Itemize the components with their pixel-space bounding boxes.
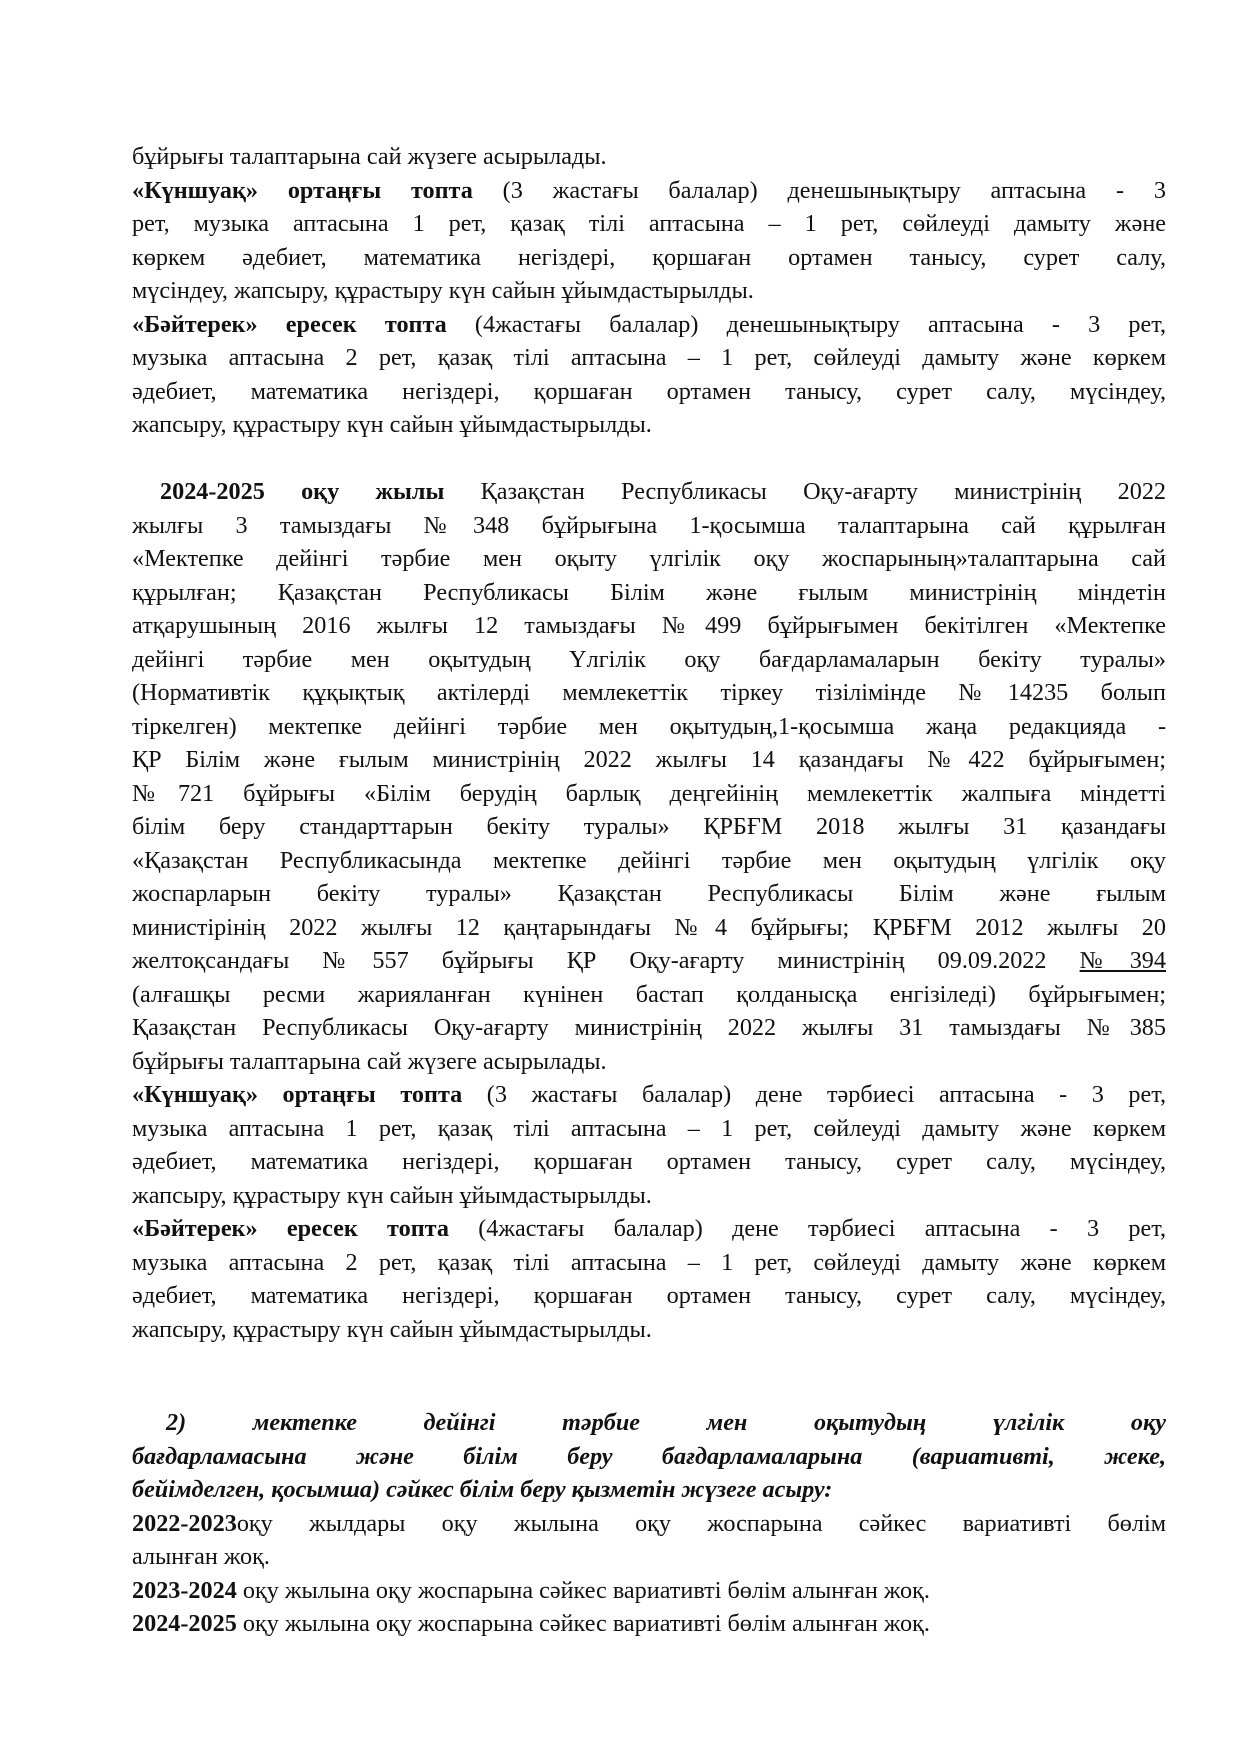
text-line <box>132 1540 1166 1574</box>
body-text: (3 жастағы балалар) денешынықтыру аптасына - 3 <box>472 176 1166 204</box>
body-text: жапсыру, құрастыру күн сайын ұйымдастырылды. <box>132 1181 652 1209</box>
body-text: жоспарларын бекіту туралы» Қазақстан Республикасы Білім және ғылым <box>132 880 1166 907</box>
text-line <box>132 207 1166 241</box>
text-line <box>132 1145 1166 1179</box>
section-variative-part <box>132 1406 1166 1641</box>
body-text: әдебиет, математика негіздері, қоршаған ортамен танысу, сурет салу, мүсіндеу, <box>132 1282 1166 1309</box>
bold-heading-text: «Бәйтерек» ересек топта <box>132 310 447 338</box>
body-text: (4жастағы балалар) дене тәрбиесі аптасына - 3 рет, <box>448 1215 1166 1242</box>
bold-heading-text: «Күншуақ» ортаңғы топта <box>132 1081 463 1108</box>
body-text: министірінің 2022 жылғы 12 қаңтарындағы №4 бұйрығы; ҚРБҒМ 2012 жылғы 20 <box>132 913 1166 941</box>
body-text: №394 <box>1079 947 1166 974</box>
text-line <box>132 710 1166 744</box>
body-text: музыка аптасына 2 рет, қазақ тілі аптасына – 1 рет, сөйлеуді дамыту және көркем <box>132 1248 1166 1276</box>
body-text: Қазақстан Республикасы Оқу-ағарту министрінің 2022 <box>444 478 1167 505</box>
text-line <box>132 174 1166 208</box>
body-text: «Қазақстан Республикасында мектепке дейінгі тәрбие мен оқытудың үлгілік оқу <box>132 846 1166 874</box>
body-text: мүсіндеу, жапсыру, құрастыру күн сайын ұйымдастырылды. <box>132 277 754 304</box>
text-line <box>132 1440 1166 1474</box>
body-text: бұйрығы талаптарына сай жүзеге асырылады. <box>132 1047 607 1075</box>
bold-heading-text: 2023-2024 <box>132 1576 237 1604</box>
body-text: (алғашқы ресми жарияланған күнінен бастап қолданысқа енгізіледі) бұйрығымен; <box>132 980 1166 1008</box>
body-text: жылғы 3 тамыздағы №348 бұйрығына 1-қосымша талаптарына сай құрылған <box>132 511 1166 539</box>
text-line <box>132 643 1166 677</box>
text-line <box>132 1045 1166 1079</box>
text-line <box>132 509 1166 543</box>
text-line <box>132 274 1166 308</box>
text-line <box>132 1313 1166 1347</box>
text-line <box>132 877 1166 911</box>
text-line <box>132 542 1166 576</box>
body-text: білім беру стандарттарын бекіту туралы» ҚРБҒМ 2018 жылғы 31 қазандағы <box>132 813 1166 840</box>
body-text: әдебиет, математика негіздері, қоршаған ортамен танысу, сурет салу, мүсіндеу, <box>132 377 1166 405</box>
bold-heading-text: 2024-2025 оқу жылы <box>160 478 445 505</box>
text-line <box>132 341 1166 375</box>
text-line <box>132 944 1166 978</box>
text-line <box>132 978 1166 1012</box>
text-line <box>132 1246 1166 1280</box>
body-text: әдебиет, математика негіздері, қоршаған ортамен танысу, сурет салу, мүсіндеу, <box>132 1148 1166 1175</box>
italic-heading-text: 2) мектепке дейінгі тәрбие мен оқытудың үлгілік оқу <box>166 1409 1166 1436</box>
text-line <box>132 911 1166 945</box>
body-text: ҚР Білім және ғылым министрінің 2022 жылғы 14 қазандағы №422 бұйрығымен; <box>132 746 1166 773</box>
text-line <box>132 743 1166 777</box>
section-2023-2024-groups <box>132 140 1166 442</box>
text-line <box>132 308 1166 342</box>
text-line <box>132 1112 1166 1146</box>
body-text: дейінгі тәрбие мен оқытудың Үлгілік оқу бағдарламаларын бекіту туралы» <box>132 645 1166 673</box>
text-line <box>132 810 1166 844</box>
text-line <box>132 1078 1166 1112</box>
body-text: тіркелген) мектепке дейінгі тәрбие мен оқытудың,1-қосымша жаңа редакцияда - <box>132 712 1166 740</box>
body-text: музыка аптасына 2 рет, қазақ тілі аптасына – 1 рет, сөйлеуді дамыту және көркем <box>132 344 1166 371</box>
body-text: рет, музыка аптасына 1 рет, қазақ тілі аптасына – 1 рет, сөйлеуді дамыту және <box>132 210 1166 237</box>
text-line <box>132 676 1166 710</box>
text-line <box>132 1179 1166 1213</box>
body-text: музыка аптасына 1 рет, қазақ тілі аптасына – 1 рет, сөйлеуді дамыту және көркем <box>132 1114 1166 1142</box>
body-text: «Мектепке дейінгі тәрбие мен оқыту үлгілік оқу жоспарының»талаптарына сай <box>132 545 1166 572</box>
body-text: (Нормативтік құқықтық актілерді мемлекеттік тіркеу тізілімінде №14235 болып <box>132 679 1166 706</box>
text-line <box>132 1607 1166 1641</box>
text-line <box>132 1507 1166 1541</box>
text-line <box>132 1574 1166 1608</box>
body-text: жапсыру, құрастыру күн сайын ұйымдастырылды. <box>132 1315 652 1343</box>
body-text: бұйрығы талаптарына сай жүзеге асырылады. <box>132 143 607 170</box>
text-line <box>132 777 1166 811</box>
body-text: желтоқсандағы №557 бұйрығы ҚР Оқу-ағарту министрінің 09.09.2022 <box>132 947 1080 974</box>
text-line <box>132 1406 1166 1440</box>
body-text: оқу жылына оқу жоспарына сәйкес вариативті бөлім алынған жоқ. <box>236 1576 930 1604</box>
body-text: жапсыру, құрастыру күн сайын ұйымдастырылды. <box>132 411 652 438</box>
text-line <box>132 475 1166 509</box>
paragraph-gap <box>132 442 1166 476</box>
document-page <box>132 140 1166 1641</box>
italic-heading-text: бағдарламасына және білім беру бағдарламаларына (вариативті, жеке, <box>132 1442 1166 1470</box>
text-line <box>132 1473 1166 1507</box>
bold-heading-text: 2024-2025 <box>132 1610 237 1637</box>
bold-heading-text: «Бәйтерек» ересек топта <box>132 1215 449 1242</box>
body-text: №721 бұйрығы «Білім берудің барлық деңгейінің мемлекеттік жалпыға міндетті <box>132 779 1166 807</box>
text-line <box>132 408 1166 442</box>
text-line <box>132 241 1166 275</box>
body-text: көркем әдебиет, математика негіздері, қоршаған ортамен танысу, сурет салу, <box>132 243 1166 271</box>
italic-heading-text: бейімделген, қосымша) сәйкес білім беру қызметін жүзеге асыру: <box>132 1476 833 1503</box>
text-line <box>132 140 1166 174</box>
text-line <box>132 375 1166 409</box>
text-line <box>132 576 1166 610</box>
text-line <box>132 1011 1166 1045</box>
text-line <box>132 609 1166 643</box>
body-text: Қазақстан Республикасы Оқу-ағарту министрінің 2022 жылғы 31 тамыздағы №385 <box>132 1014 1166 1041</box>
section-2024-2025 <box>132 475 1166 1346</box>
bold-heading-text: «Күншуақ» ортаңғы топта <box>132 176 473 204</box>
body-text: атқарушының 2016 жылғы 12 тамыздағы №499 бұйрығымен бекітілген «Мектепке <box>132 612 1166 639</box>
text-line <box>132 1212 1166 1246</box>
bold-heading-text: 2022-2023 <box>132 1509 237 1537</box>
body-text: (3 жастағы балалар) дене тәрбиесі аптасына - 3 рет, <box>462 1081 1166 1108</box>
text-line <box>132 844 1166 878</box>
body-text: құрылған; Қазақстан Республикасы Білім және ғылым министрінің міндетін <box>132 578 1166 606</box>
body-text: (4жастағы балалар) денешынықтыру аптасына - 3 рет, <box>446 310 1167 338</box>
body-text: алынған жоқ. <box>132 1543 270 1570</box>
text-line <box>132 1279 1166 1313</box>
paragraph-gap <box>132 1346 1166 1406</box>
body-text: оқу жылдары оқу жылына оқу жоспарына сәйкес вариативті бөлім <box>236 1509 1166 1537</box>
body-text: оқу жылына оқу жоспарына сәйкес вариативті бөлім алынған жоқ. <box>236 1610 930 1637</box>
